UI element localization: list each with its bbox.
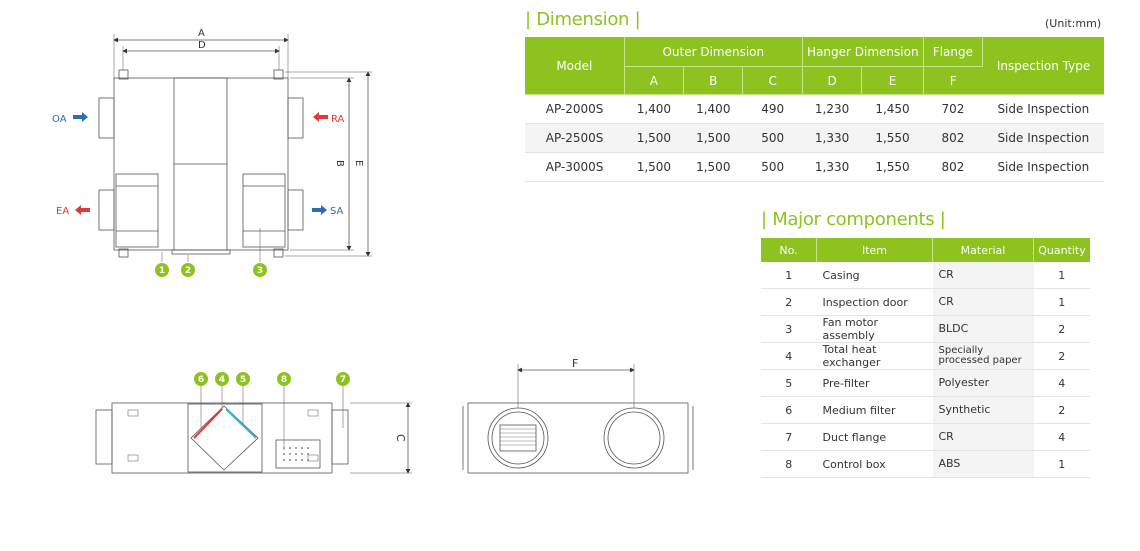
- cell-no: 6: [761, 397, 817, 424]
- dim-d-label: D: [198, 40, 206, 51]
- cell-b: 1,400: [684, 95, 743, 124]
- airflow-arrows: [73, 112, 328, 215]
- cell-c: 490: [743, 95, 802, 124]
- svg-text:1: 1: [158, 266, 166, 276]
- cell-material: ABS: [933, 451, 1034, 478]
- cell-material: CR: [933, 424, 1034, 451]
- svg-text:4: 4: [218, 375, 226, 385]
- cell-inspection: Side Inspection: [983, 95, 1104, 124]
- header-b: B: [684, 67, 743, 95]
- svg-text:5: 5: [239, 375, 247, 385]
- cell-c: 500: [743, 153, 802, 182]
- dim-c-label: C: [394, 434, 407, 442]
- cell-e: 1,550: [862, 153, 923, 182]
- header-f: F: [923, 67, 982, 95]
- ea-label: EA: [56, 206, 70, 217]
- cell-f: 702: [923, 95, 982, 124]
- cell-e: 1,450: [862, 95, 923, 124]
- cell-item: Total heat exchanger: [817, 343, 933, 370]
- table-row: [761, 343, 1090, 370]
- table-row: [525, 124, 1104, 153]
- cell-material: CR: [933, 262, 1034, 289]
- cell-quantity: 1: [1034, 289, 1091, 316]
- header-outer: Outer Dimension: [624, 37, 802, 67]
- cell-f: 802: [923, 124, 982, 153]
- cell-item: Duct flange: [817, 424, 933, 451]
- header-hanger: Hanger Dimension: [802, 37, 923, 67]
- dimension-table: [525, 37, 1104, 182]
- cell-b: 1,500: [684, 124, 743, 153]
- ea-arrow-icon: [75, 205, 90, 215]
- oa-arrow-icon: [73, 112, 88, 122]
- svg-text:7: 7: [339, 375, 347, 385]
- dim-a-label: A: [198, 28, 205, 39]
- cell-quantity: 2: [1034, 343, 1091, 370]
- cell-b: 1,500: [684, 153, 743, 182]
- table-row: [525, 153, 1104, 182]
- cell-d: 1,230: [802, 95, 861, 124]
- table-row: [761, 397, 1090, 424]
- header-quantity: Quantity: [1034, 238, 1091, 262]
- cell-item: Inspection door: [817, 289, 933, 316]
- cell-quantity: 1: [1034, 451, 1091, 478]
- oa-label: OA: [52, 114, 67, 125]
- dim-f-label: F: [572, 357, 579, 370]
- heat-exchanger-lines: [194, 409, 256, 438]
- cell-no: 8: [761, 451, 817, 478]
- cell-model: AP-2000S: [525, 95, 624, 124]
- cell-no: 1: [761, 262, 817, 289]
- cell-item: Casing: [817, 262, 933, 289]
- front-view: [96, 385, 412, 473]
- header-model: Model: [525, 37, 624, 95]
- ra-label: RA: [331, 114, 345, 125]
- cell-quantity: 4: [1034, 370, 1091, 397]
- header-no: No.: [761, 238, 817, 262]
- control-box-grid: [283, 447, 309, 461]
- table-row: [761, 289, 1090, 316]
- svg-text:3: 3: [256, 266, 264, 276]
- header-item: Item: [817, 238, 933, 262]
- top-view: [99, 34, 372, 262]
- header-inspection: Inspection Type: [983, 37, 1104, 95]
- cell-no: 5: [761, 370, 817, 397]
- cell-d: 1,330: [802, 124, 861, 153]
- table-row: [525, 95, 1104, 124]
- sa-label: SA: [330, 206, 344, 217]
- cell-d: 1,330: [802, 153, 861, 182]
- cell-item: Pre-filter: [817, 370, 933, 397]
- header-c: C: [743, 67, 802, 95]
- front-callouts: [194, 372, 350, 386]
- cell-a: 1,500: [624, 124, 683, 153]
- components-table: [761, 238, 1090, 478]
- header-material: Material: [933, 238, 1034, 262]
- cell-material: Synthetic: [933, 397, 1034, 424]
- cell-e: 1,550: [862, 124, 923, 153]
- cell-item: Medium filter: [817, 397, 933, 424]
- cell-material: CR: [933, 289, 1034, 316]
- header-d: D: [802, 67, 861, 95]
- cell-material: BLDC: [933, 316, 1034, 343]
- cell-quantity: 2: [1034, 397, 1091, 424]
- cell-no: 2: [761, 289, 817, 316]
- dimension-title: | Dimension |: [525, 9, 641, 30]
- components-title: | Major components |: [761, 209, 946, 230]
- svg-text:6: 6: [197, 375, 205, 385]
- cell-c: 500: [743, 124, 802, 153]
- cell-material: Polyester: [933, 370, 1034, 397]
- side-view: [463, 364, 693, 473]
- cell-no: 7: [761, 424, 817, 451]
- cell-quantity: 2: [1034, 316, 1091, 343]
- header-e: E: [862, 67, 923, 95]
- svg-text:8: 8: [280, 375, 288, 385]
- ra-arrow-icon: [313, 112, 328, 122]
- cell-material: Specially processed paper: [933, 343, 1034, 370]
- top-callouts: [155, 263, 267, 277]
- table-row: [761, 451, 1090, 478]
- svg-text:2: 2: [184, 266, 192, 276]
- cell-item: Control box: [817, 451, 933, 478]
- cell-a: 1,500: [624, 153, 683, 182]
- cell-model: AP-3000S: [525, 153, 624, 182]
- table-row: [761, 370, 1090, 397]
- table-row: [761, 316, 1090, 343]
- cell-no: 3: [761, 316, 817, 343]
- header-a: A: [624, 67, 683, 95]
- cell-model: AP-2500S: [525, 124, 624, 153]
- cell-quantity: 1: [1034, 262, 1091, 289]
- table-row: [761, 262, 1090, 289]
- cell-item: Fan motor assembly: [817, 316, 933, 343]
- table-row: [761, 424, 1090, 451]
- cell-inspection: Side Inspection: [983, 153, 1104, 182]
- header-flange: Flange: [923, 37, 982, 67]
- cell-f: 802: [923, 153, 982, 182]
- sa-arrow-icon: [312, 205, 327, 215]
- cell-no: 4: [761, 343, 817, 370]
- unit-label: (Unit:mm): [1045, 17, 1102, 30]
- dim-b-label: B: [334, 160, 345, 167]
- cell-inspection: Side Inspection: [983, 124, 1104, 153]
- cell-quantity: 4: [1034, 424, 1091, 451]
- dim-e-label: E: [353, 160, 364, 167]
- cell-a: 1,400: [624, 95, 683, 124]
